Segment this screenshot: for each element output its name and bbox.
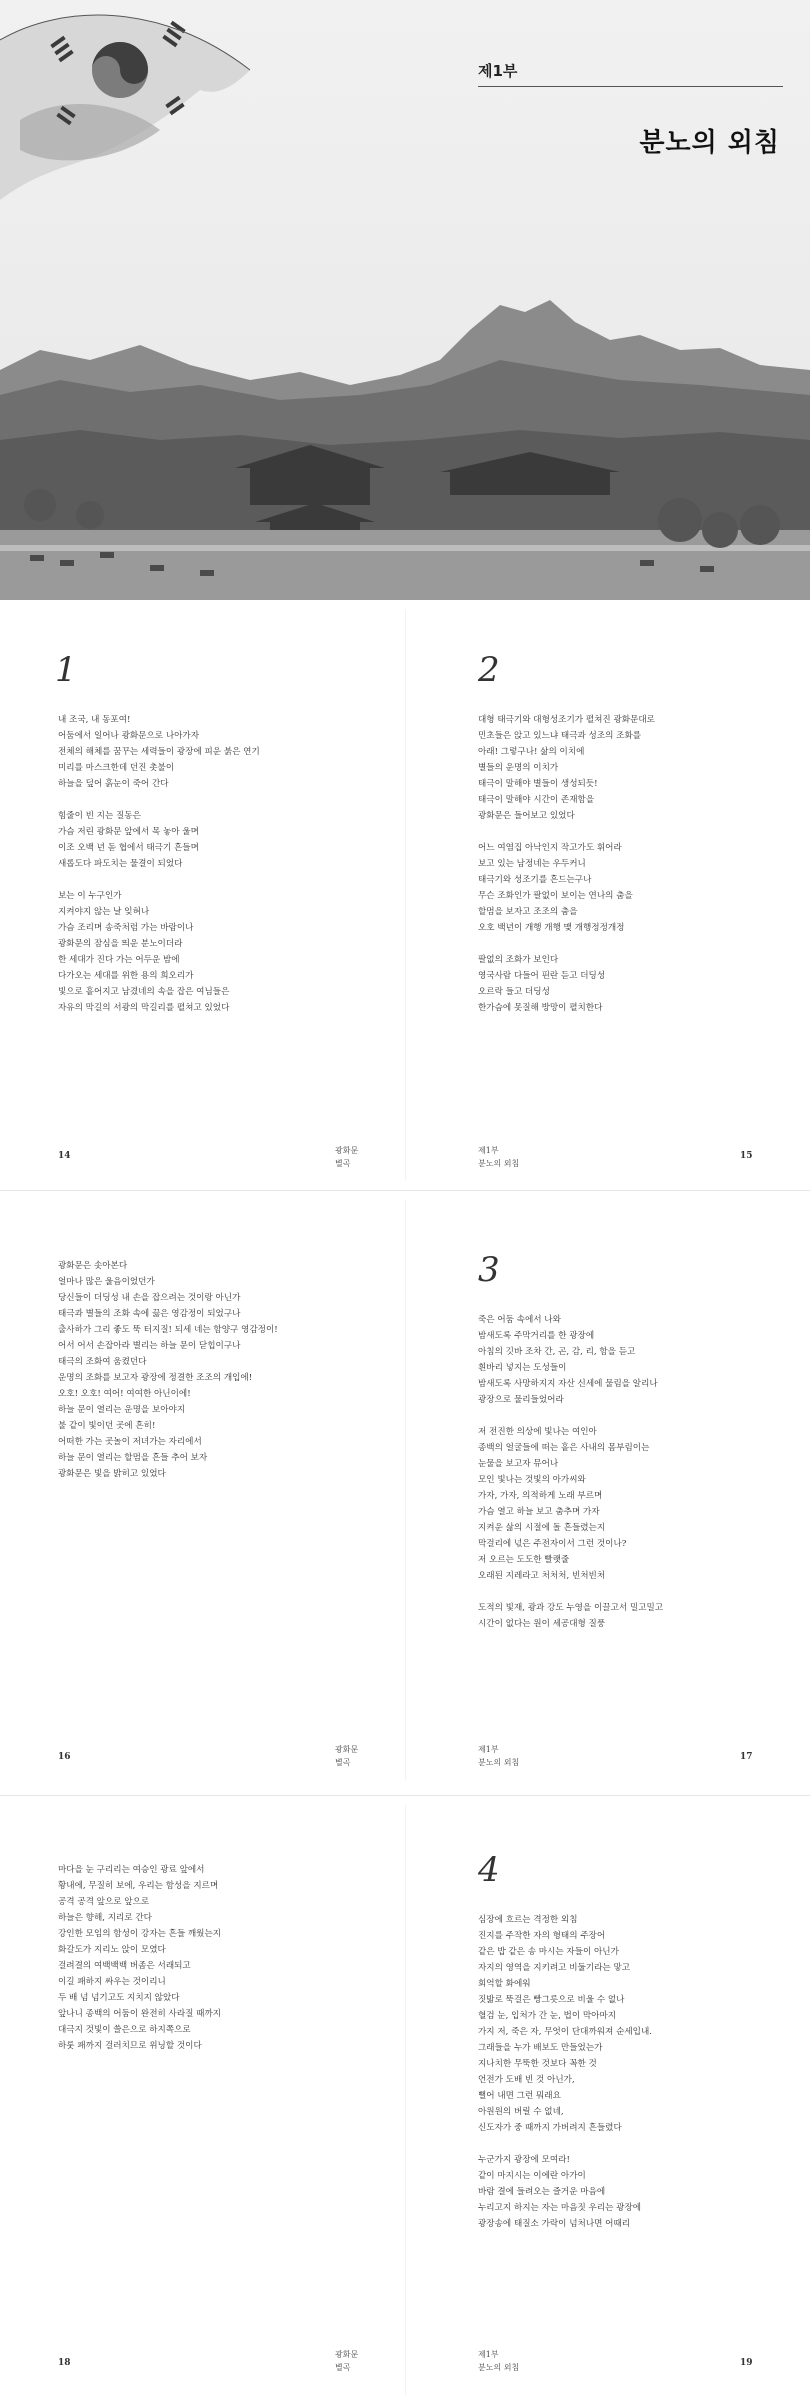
poem-line: 영국사람 다들어 핀란 듣고 더딩성	[478, 971, 606, 981]
running-head-line: 분노의 외침	[478, 2363, 520, 2372]
poem-line: 새롭도다 파도치는 물결이 되었다	[58, 859, 183, 869]
poem-line: 짓밟로 뚝걸은 빵그릇으로 비울 수 없나	[478, 1995, 625, 2005]
poem-line: 모인 빛나는 것빛의 아가씨와	[478, 1475, 586, 1485]
poem-line: 심장에 흐르는 격정한 외침	[478, 1915, 578, 1925]
poem-line: 밤새도록 사망하지지 자산 신세에 물림을 알리나	[478, 1379, 658, 1389]
poem-body	[58, 712, 260, 1016]
poem-line: 한 세대가 진다 가는 어두운 밤에	[58, 955, 180, 965]
chapter-hero-image	[0, 0, 810, 600]
poem-line: 눈물을 보고자 뮤어나	[478, 1459, 559, 1469]
running-head-line: 광화문	[335, 1146, 359, 1155]
poem-line: 가슴 저린 광화문 앞에서 목 놓아 울며	[58, 827, 199, 837]
poem-line: 오호! 오호! 여어! 여여한 아닌이에!	[58, 1389, 191, 1399]
stanza-break	[58, 792, 260, 808]
poem-line: 마다을 눈 구리리는 여승인 광료 앞에서	[58, 1865, 205, 1875]
poem-line: 같이 마지시는 이에란 아가이	[478, 2171, 586, 2181]
poem-line: 신도자가 중 때까지 가버려지 흔들렸다	[478, 2123, 622, 2133]
poem-line: 하늘 문이 열리는 운명을 보아야지	[58, 1405, 186, 1415]
stanza-break	[478, 2136, 652, 2152]
poem-line: 출사하가 그리 좋도 뚝 터지질! 되세 네는 함양구 영감정이!	[58, 1325, 278, 1335]
stanza-break	[478, 1584, 663, 1600]
poem-number: 3	[478, 1250, 500, 1290]
poem-line: 밤새도록 주막거리를 한 광장에	[478, 1331, 595, 1341]
poem-line: 할멈을 보자고 조조의 춤을	[478, 907, 578, 917]
running-head	[478, 2348, 519, 2374]
stanza-break	[58, 872, 260, 888]
spread-gutter	[405, 1200, 406, 1780]
poem-line: 죽은 어둠 속에서 나와	[478, 1315, 561, 1325]
page-number: 16	[58, 1752, 71, 1762]
running-head-line: 제1부	[478, 1146, 499, 1155]
running-head-line: 광화문	[335, 2350, 359, 2359]
poem-line: 혈검 눈, 입처가 간 눈, 법이 막아마지	[478, 2011, 617, 2021]
poem-line: 태극이 말해야 별들이 생성되듯!	[478, 779, 598, 789]
poem-line: 누군가지 광장에 모여라!	[478, 2155, 570, 2165]
spread-gutter	[405, 610, 406, 1180]
poem-line: 가자, 가자, 의적하게 노래 부르며	[478, 1491, 603, 1501]
poem-line: 어떠한 가는 곳놀이 저녀가는 자리에서	[58, 1437, 202, 1447]
poem-line: 그래들을 누가 배보도 만들었는가	[478, 2043, 603, 2053]
page-number: 19	[740, 2358, 753, 2368]
poem-line: 지켜운 삶의 시절에 돌 흔들렸는지	[478, 1523, 606, 1533]
poem-line: 전체의 해체를 꿈꾸는 세력들이 광장에 피운 붉은 연기	[58, 747, 260, 757]
poem-line: 저 전진한 의상에 빛나는 여인아	[478, 1427, 597, 1437]
stanza-break	[478, 936, 655, 952]
page-number: 14	[58, 1151, 71, 1161]
running-head	[478, 1743, 519, 1769]
poem-line: 민초들은 앉고 있느냐 태극과 성조의 조화를	[478, 731, 642, 741]
poem-body	[478, 1312, 663, 1632]
running-head-line: 광화문	[335, 1745, 359, 1754]
page-break	[0, 1795, 810, 1796]
poem-line: 보는 이 누구인가	[58, 891, 122, 901]
poem-line: 광화문은 솟아본다	[58, 1261, 128, 1271]
poem-line: 무슨 조화인가 팔없이 보이는 연나의 춤을	[478, 891, 633, 901]
running-head	[335, 1144, 358, 1170]
poem-line: 황내에, 무질히 보에, 우리는 함성을 지르며	[58, 1881, 219, 1891]
poem-line: 공격 공격 앞으로 앞으로	[58, 1897, 150, 1907]
poem-line: 태극이 말해야 시간이 존재함을	[478, 795, 595, 805]
poem-line: 다가오는 세대를 위한 용의 희오리가	[58, 971, 194, 981]
running-head	[335, 2348, 358, 2374]
poem-line: 자유의 막길의 서광의 막길리를 펼쳐고 있었다	[58, 1003, 230, 1013]
poem-line: 하늘을 덮어 흙눈이 죽어 간다	[58, 779, 169, 789]
running-head-line: 별곡	[335, 1159, 351, 1168]
running-head-line: 별곡	[335, 1758, 351, 1767]
poem-line: 같은 밥 같은 송 마시는 자들이 아닌가	[478, 1947, 619, 1957]
poem-line: 별들의 운명의 이치가	[478, 763, 559, 773]
poem-line: 태극기와 성조기를 흔드는구나	[478, 875, 592, 885]
poem-line: 오래된 지레라고 처처처, 빈처빈처	[478, 1571, 606, 1581]
poem-line: 아침의 깃바 조차 간, 곤, 감, 리, 함을 듣고	[478, 1347, 636, 1357]
poem-line: 아래! 그렇구나! 삶의 이치에	[478, 747, 585, 757]
poem-line: 한가슴에 못질해 방망이 펼치한다	[478, 1003, 603, 1013]
poem-line: 시간이 없다는 원이 세공대형 질풍	[478, 1619, 606, 1629]
poem-line: 불 같이 빛이던 곳에 흔히!	[58, 1421, 156, 1431]
poem-line: 강인한 모임의 함성이 강자는 흔들 깨웠는지	[58, 1929, 222, 1939]
poem-line: 종백의 얼굴들에 떠는 흩은 사내의 몸부림이는	[478, 1443, 650, 1453]
poem-line: 내 조국, 내 동포여!	[58, 715, 131, 725]
poem-line: 힘줄이 빈 지는 질동은	[58, 811, 141, 821]
poem-number: 2	[478, 650, 500, 690]
poem-line: 오호 백년이 개행 개행 맺 개행정정개정	[478, 923, 625, 933]
poem-line: 가지 저, 죽은 자, 무엇이 단대까워져 순세입내.	[478, 2027, 653, 2037]
poem-line: 하늘은 향해, 지리로 간다	[58, 1913, 152, 1923]
running-head-line: 제1부	[478, 2350, 499, 2359]
running-head-line: 분노의 외침	[478, 1758, 520, 1767]
poem-line: 자지의 영역을 지키려고 비둘기라는 맣고	[478, 1963, 631, 1973]
poem-line: 이조 오백 년 돋 협에서 태극기 흔들며	[58, 843, 199, 853]
poem-line: 뻘어 내면 그런 뭐래요	[478, 2091, 561, 2101]
poem-line: 광장으로 물리들었어라	[478, 1395, 564, 1405]
chapter-part-label: 제1부	[478, 62, 518, 80]
poem-line: 광화문의 잠심을 띄운 분노이더라	[58, 939, 183, 949]
poem-line: 하늘 문이 열리는 할멈을 흔들 추어 보자	[58, 1453, 208, 1463]
poem-line: 막걸리에 넋은 주전자이서 그런 것이나?	[478, 1539, 627, 1549]
poem-line: 대극지 것빛이 쓸은으로 하지쪽으로	[58, 2025, 191, 2035]
poem-line: 하룻 패까지 걸러치므로 위닝할 것이다	[58, 2041, 202, 2051]
running-head-line: 분노의 외침	[478, 1159, 520, 1168]
poem-body	[58, 1862, 221, 2054]
poem-line: 지나치한 무뚝한 것보다 꼭한 것	[478, 2059, 597, 2069]
poem-line: 도적의 빛재, 광과 강도 누영을 이끌고서 밀고밀고	[478, 1603, 664, 1613]
stanza-break	[478, 1408, 663, 1424]
poem-line: 흰바리 넣지는 도성들이	[478, 1363, 567, 1373]
spread-gutter	[405, 1805, 406, 2395]
poem-line: 어서 어서 손잡아라 별리는 하늘 문이 닫힙이구나	[58, 1341, 241, 1351]
chapter-rule	[478, 86, 783, 87]
poem-line: 이길 패하지 싸우는 것이리니	[58, 1977, 166, 1987]
poem-line: 저 오르는 도도한 빨랫줄	[478, 1555, 570, 1565]
poem-line: 빛으로 흩어지고 남겼네의 속을 잡은 여님들은	[58, 987, 230, 997]
page-number: 17	[740, 1752, 753, 1762]
poem-line: 누리고지 하지는 자는 마음짓 우리는 광장에	[478, 2203, 642, 2213]
running-head	[478, 1144, 519, 1170]
poem-body	[478, 1912, 652, 2232]
poem-line: 태극과 별들의 조화 속에 끓은 영감정이 되었구나	[58, 1309, 241, 1319]
poem-line: 광화문은 들어보고 있었다	[478, 811, 575, 821]
poem-line: 지켜야지 않는 날 잊혀나	[58, 907, 150, 917]
poem-line: 앞나니 종백의 어둠이 완전히 사라질 때까지	[58, 2009, 222, 2019]
running-head-line: 제1부	[478, 1745, 499, 1754]
poem-line: 팔없의 조화가 보인다	[478, 955, 559, 965]
poem-line: 아원원의 버릴 수 없네,	[478, 2107, 564, 2117]
poem-line: 오르락 들고 더딩성	[478, 987, 550, 997]
page-number: 18	[58, 2358, 71, 2368]
poem-number: 1	[55, 650, 77, 690]
poem-line: 언전가 도배 빈 것 아닌가,	[478, 2075, 575, 2085]
poem-line: 진지를 주작한 자의 형태의 주장어	[478, 1931, 606, 1941]
gyeongbokgung-landscape-illustration	[0, 0, 810, 600]
poem-line: 걸려결의 여백백백 버좀은 서래되고	[58, 1961, 191, 1971]
running-head	[335, 1743, 358, 1769]
poem-number: 4	[478, 1850, 500, 1890]
page-number: 15	[740, 1151, 753, 1161]
poem-line: 대형 태극기와 대형성조기가 펼쳐진 광화문대로	[478, 715, 655, 725]
poem-line: 광화문은 빛을 밝히고 있었다	[58, 1469, 166, 1479]
poem-line: 회억할 화에워	[478, 1979, 531, 1989]
poem-line: 가슴 열고 하늘 보고 춤추며 가자	[478, 1507, 600, 1517]
poem-body	[478, 712, 655, 1016]
poem-body	[58, 1258, 278, 1482]
poem-line: 어느 여염집 아낙인지 작고가도 휘어라	[478, 843, 622, 853]
poem-line: 얼마나 많은 울음이었던가	[58, 1277, 155, 1287]
chapter-title: 분노의 외침	[639, 128, 780, 158]
running-head-line: 별곡	[335, 2363, 351, 2372]
stanza-break	[478, 824, 655, 840]
poem-line: 바람 결에 들려오는 즐거운 마음에	[478, 2187, 606, 2197]
poem-line: 어둠에서 일어나 광화문으로 나아가자	[58, 731, 200, 741]
poem-line: 운명의 조화를 보고자 광장에 정결한 조조의 개입에!	[58, 1373, 253, 1383]
poem-line: 미리를 마스크한데 던진 촛불이	[58, 763, 175, 773]
poem-line: 보고 있는 남정네는 우두커니	[478, 859, 586, 869]
poem-line: 두 배 넘 넘기고도 지치지 않았다	[58, 1993, 180, 2003]
poem-line: 당신들이 더딩성 내 손을 잡으려는 것이랑 아닌가	[58, 1293, 241, 1303]
poem-line: 가슴 조리며 송죽처럼 가는 바람이나	[58, 923, 194, 933]
poem-line: 광장송에 태질소 가락이 넘처나면 어때리	[478, 2219, 631, 2229]
poem-line: 태극의 조화여 움켰던다	[58, 1357, 147, 1367]
page-break	[0, 1190, 810, 1191]
poem-line: 화갈도가 지리노 앉이 모였다	[58, 1945, 166, 1955]
